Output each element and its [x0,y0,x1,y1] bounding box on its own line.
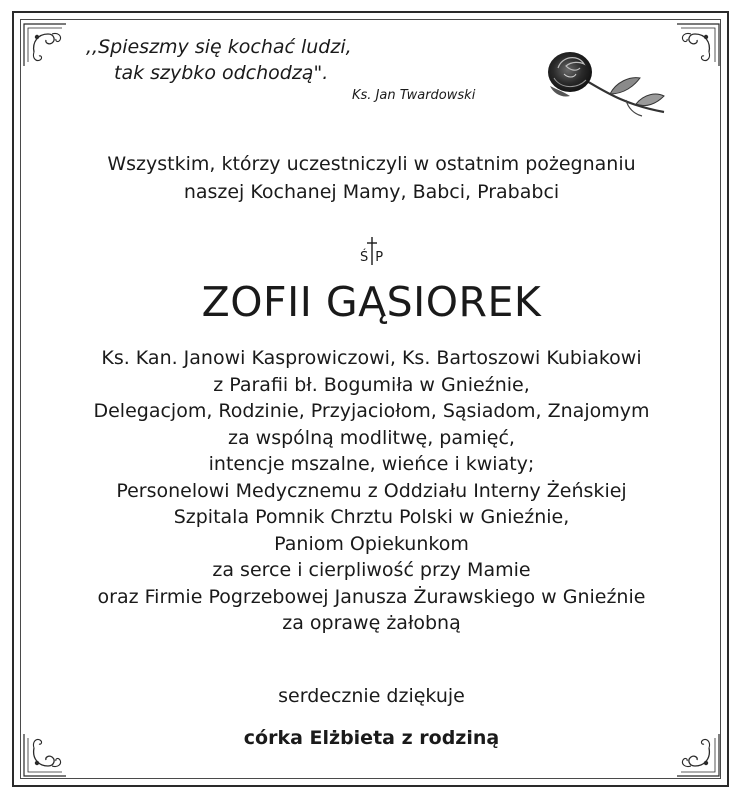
corner-ornament-icon [22,22,68,68]
body-line: intencje mszalne, wieńce i kwiaty; [208,453,535,475]
deceased-name: ZOFII GĄSIOREK [201,278,542,326]
body-line: oraz Firmie Pogrzebowej Janusza Żurawskiego w Gnieźnie [97,585,646,608]
quote-line: ,,Spieszmy się kochać ludzi, [86,36,352,58]
body-line: za wspólną modlitwę, pamięć, [228,426,515,449]
corner-ornament-icon [675,22,721,68]
quote-author: Ks. Jan Twardowski [352,88,476,103]
signature: córka Elżbieta z rodziną [243,727,500,749]
thanks-text: serdecznie dziękuje [278,685,465,707]
acknowledgement-body [0,345,743,637]
rose-icon [540,46,670,126]
body-line: Ks. Kan. Janowi Kasprowiczowi, Ks. Bartoszowi Kubiakowi [101,347,642,369]
body-line: Personelowi Medycznemu z Oddziału Interny Żeńskiej [116,479,627,502]
quote-line: tak szybko odchodzą". [114,62,329,84]
body-line: Szpitala Pomnik Chrztu Polski w Gnieźnie, [173,506,570,528]
body-line: za oprawę żałobną [282,612,461,634]
intro-line: Wszystkim, którzy uczestniczyli w ostatnim pożegnaniu [107,153,636,175]
body-line: Delegacjom, Rodzinie, Przyjaciołom, Sąsiadom, Znajomym [93,400,650,422]
intro-text [0,150,743,206]
body-line: za serce i cierpliwość przy Mamie [212,559,531,581]
body-line: z Parafii bł. Bogumiła w Gnieźnie, [213,373,530,396]
quote-block [86,34,476,103]
intro-line: naszej Kochanej Mamy, Babci, Prababci [183,181,560,203]
sp-label: ŚP [359,250,391,265]
body-line: Paniom Opiekunkom [274,532,469,555]
sp-marker [0,238,743,268]
cross-icon [366,236,378,266]
